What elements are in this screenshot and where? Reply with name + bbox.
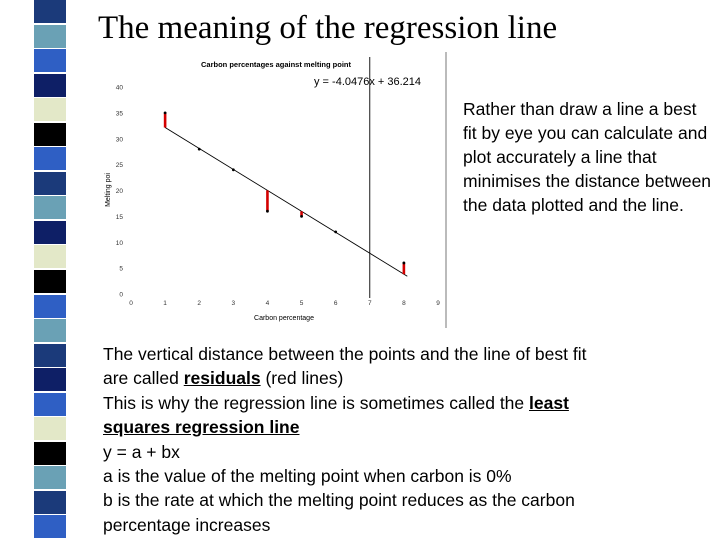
- data-point: [198, 148, 201, 151]
- y-tick-label: 20: [115, 188, 123, 195]
- stripe-block: [34, 344, 66, 367]
- stripe-block: [34, 442, 66, 465]
- stripe-block: [34, 417, 66, 440]
- data-point: [232, 168, 235, 171]
- x-tick-label: 8: [402, 300, 406, 307]
- stripe-block: [34, 368, 66, 391]
- regression-equation: y = -4.0476x + 36.214: [314, 76, 422, 88]
- squares-regression-term: squares regression line: [103, 417, 300, 438]
- y-tick-label: 30: [115, 136, 123, 144]
- x-tick-label: 0: [129, 300, 133, 307]
- side-paragraph: Rather than draw a line a best fit by eye you can calculate and plot accurately a line that minimises the distance between the data plotted and the line.: [463, 99, 712, 215]
- stripe-block: [34, 25, 66, 48]
- slide-title: The meaning of the regression line: [98, 10, 558, 46]
- data-point: [402, 262, 405, 265]
- residuals-term: residuals: [183, 368, 261, 389]
- body-line-4: [103, 415, 703, 439]
- body-line-2-pre: are called: [103, 368, 184, 389]
- data-point: [164, 111, 167, 114]
- y-tick-label: 5: [119, 265, 123, 273]
- body-line-5: y = a + bx: [103, 441, 180, 462]
- stripe-block: [34, 319, 66, 342]
- x-tick-label: 7: [367, 300, 372, 307]
- regression-chart: [98, 52, 448, 332]
- stripe-block: [34, 147, 66, 170]
- x-tick-label: 6: [333, 300, 338, 307]
- body-line-8: percentage increases: [103, 514, 271, 535]
- stripe-block: [34, 491, 66, 514]
- stripe-block: [34, 172, 66, 195]
- y-tick-label: 0: [119, 291, 123, 299]
- decorative-stripe: [0, 0, 66, 540]
- y-tick-label: 10: [115, 239, 123, 247]
- body-line-6: a is the value of the melting point when carbon is 0%: [103, 466, 512, 487]
- stripe-block: [34, 98, 66, 121]
- stripe-block: [34, 123, 66, 146]
- y-tick-label: 25: [115, 162, 123, 170]
- stripe-block: [34, 270, 66, 293]
- x-tick-label: 3: [231, 300, 236, 307]
- y-tick-label: 35: [115, 110, 123, 118]
- y-axis-label: Melting poi: [105, 173, 112, 207]
- stripe-block: [34, 245, 66, 268]
- x-tick-label: 5: [299, 300, 304, 307]
- stripe-block: [34, 74, 66, 97]
- x-axis-label: Carbon percentage: [254, 315, 314, 322]
- y-tick-label: 40: [115, 84, 123, 92]
- stripe-block: [34, 515, 66, 538]
- least-term: least: [529, 392, 569, 413]
- body-line-7: b is the rate at which the melting point reduces as the carbon: [103, 490, 575, 511]
- data-point: [300, 215, 303, 218]
- explanation-text: [103, 342, 703, 537]
- x-tick-label: 4: [265, 300, 270, 307]
- data-point: [266, 210, 269, 213]
- data-point: [334, 231, 337, 234]
- stripe-block: [34, 466, 66, 489]
- chart-title: Carbon percentages against melting point: [200, 60, 352, 69]
- x-tick-label: 1: [163, 300, 167, 307]
- stripe-block: [34, 0, 66, 23]
- body-line-2-post: (red lines): [260, 368, 344, 389]
- stripe-block: [34, 196, 66, 219]
- body-line-2: [103, 366, 703, 390]
- stripe-block: [34, 393, 66, 416]
- x-tick-label: 2: [197, 300, 202, 307]
- stripe-block: [34, 49, 66, 72]
- y-tick-label: 15: [115, 213, 123, 221]
- stripe-block: [34, 295, 66, 318]
- stripe-block: [34, 221, 66, 244]
- body-line-1: The vertical distance between the points and the line of best fit: [103, 344, 587, 364]
- body-line-3-pre: This is why the regression line is sometimes called the: [103, 392, 530, 413]
- x-tick-label: 9: [436, 300, 440, 307]
- body-line-3: [103, 391, 703, 415]
